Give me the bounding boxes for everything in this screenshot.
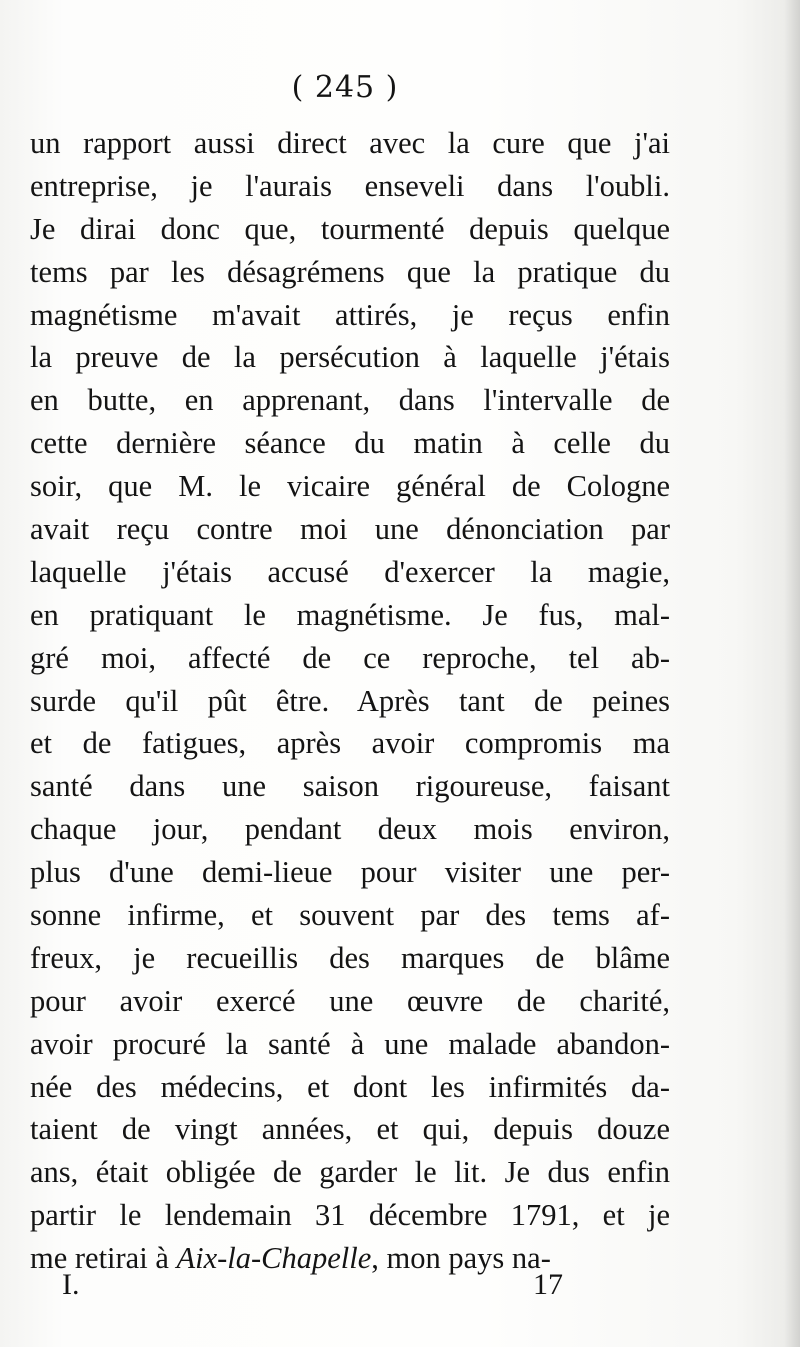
text-line-27-start: me retirai à <box>30 1241 177 1276</box>
text-line-7: en butte, en apprenant, dans l'intervalle de <box>30 383 670 418</box>
text-line-5: magnétisme m'avait attirés, je reçus enfin <box>30 297 670 332</box>
text-line-23: née des médecins, et dont les infirmités da- <box>30 1069 670 1104</box>
text-line-17: chaque jour, pendant deux mois environ, <box>30 812 670 847</box>
text-line-8: cette dernière séance du matin à celle du <box>30 426 670 461</box>
text-line-10: avait reçu contre moi une dénonciation par <box>30 512 670 547</box>
place-name: Aix-la-Chapelle <box>176 1241 372 1276</box>
page-edge-shadow <box>784 0 800 1347</box>
text-line-15: et de fatigues, après avoir compromis ma <box>30 726 670 761</box>
text-line-3: Je dirai donc que, tourmenté depuis quelque <box>30 211 670 246</box>
text-line-26: partir le lendemain 31 décembre 1791, et je <box>30 1198 670 1233</box>
text-line-27 <box>30 1237 670 1280</box>
text-line-6: la preuve de la persécution à laquelle j'étais <box>30 340 670 375</box>
text-line-24: taient de vingt années, et qui, depuis douze <box>30 1112 670 1147</box>
text-line-16: santé dans une saison rigoureuse, faisant <box>30 769 670 804</box>
body-text <box>30 122 670 1280</box>
text-line-1: un rapport aussi direct avec la cure que j'ai <box>30 126 670 160</box>
page-number: ( 245 ) <box>291 70 399 105</box>
text-line-18: plus d'une demi-lieue pour visiter une per- <box>30 855 670 890</box>
text-line-9: soir, que M. le vicaire général de Cologne <box>30 469 670 504</box>
text-line-12: en pratiquant le magnétisme. Je fus, mal- <box>30 597 670 632</box>
text-line-19: sonne infirme, et souvent par des tems af- <box>30 898 670 933</box>
text-line-2: entreprise, je l'aurais enseveli dans l'oubli. <box>30 168 670 203</box>
signature-number: 17 <box>533 1268 563 1301</box>
text-line-21: pour avoir exercé une œuvre de charité, <box>30 983 670 1018</box>
text-line-11: laquelle j'étais accusé d'exercer la magie, <box>30 554 670 589</box>
text-line-4: tems par les désagrémens que la pratique du <box>30 254 670 289</box>
text-line-13: gré moi, affecté de ce reproche, tel ab- <box>30 640 670 675</box>
text-line-20: freux, je recueillis des marques de blâme <box>30 940 670 975</box>
signature-mark: I. <box>62 1268 80 1301</box>
text-line-27-end: , mon pays na- <box>371 1241 551 1276</box>
text-line-14: surde qu'il pût être. Après tant de peines <box>30 683 670 718</box>
text-line-25: ans, était obligée de garder le lit. Je dus enfin <box>30 1155 670 1190</box>
text-line-22: avoir procuré la santé à une malade abandon- <box>30 1026 670 1061</box>
